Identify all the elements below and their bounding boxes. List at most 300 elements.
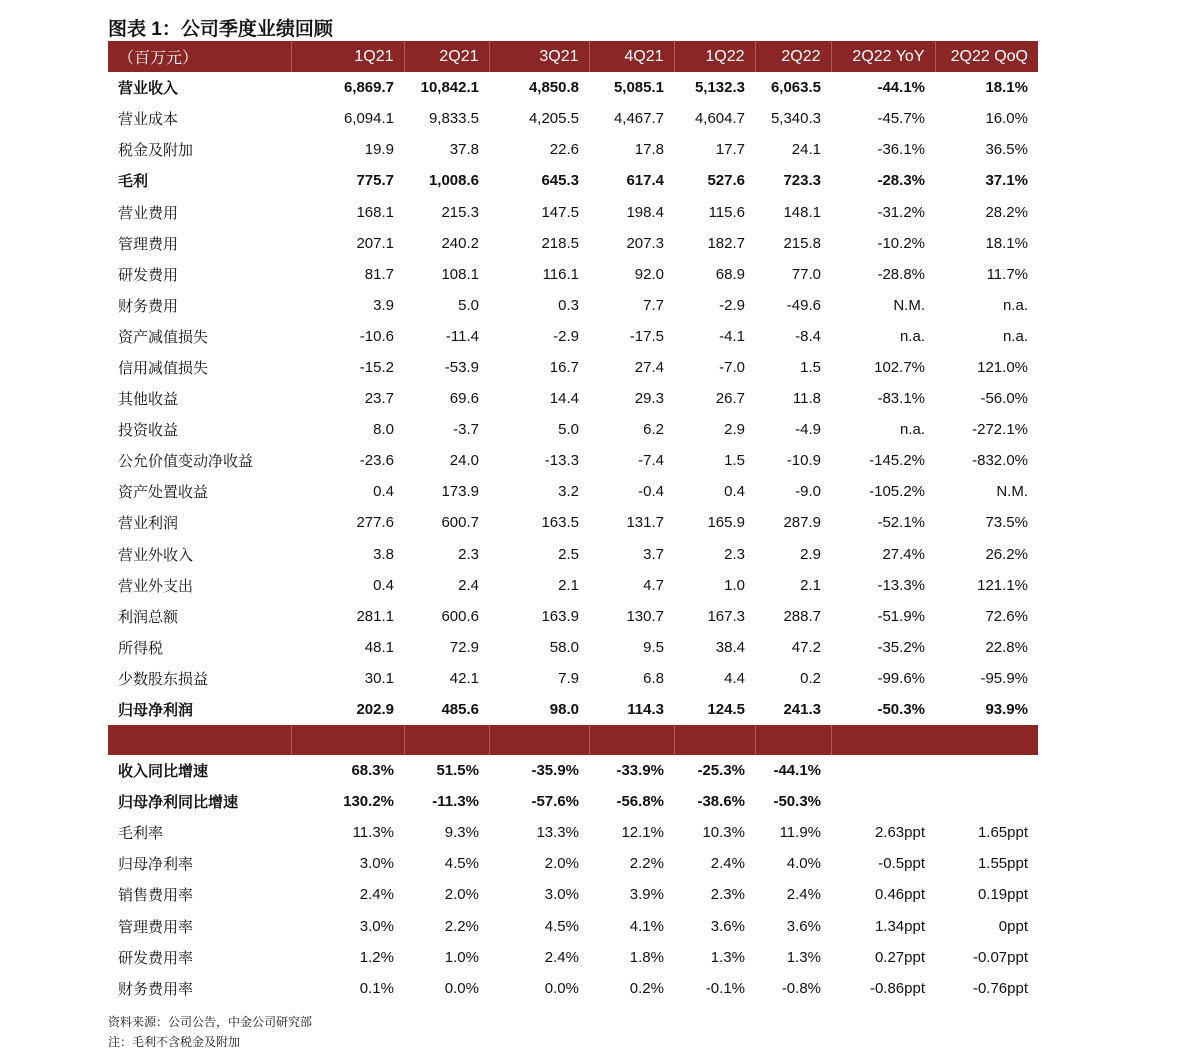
table-cell: 6,869.7 — [343, 79, 394, 97]
row-label: 公允价值变动净收益 — [118, 453, 254, 471]
table-cell: 167.3 — [707, 607, 745, 625]
table-cell: 24.0 — [449, 452, 479, 470]
table-cell: -56.0% — [980, 390, 1028, 408]
table-cell: 6.2 — [643, 421, 664, 439]
table-cell: 241.3 — [783, 701, 821, 719]
table-row — [108, 228, 1038, 259]
table-cell: 1.5 — [724, 452, 745, 470]
row-label: 毛利 — [118, 173, 149, 191]
table-cell: -0.07ppt — [972, 948, 1028, 966]
table-cell: 281.1 — [356, 607, 394, 625]
table-cell: 218.5 — [541, 234, 579, 252]
table-cell: 1.0% — [444, 948, 479, 966]
table-cell: -0.8% — [781, 979, 821, 997]
table-cell — [935, 786, 1038, 817]
table-cell: 1.3% — [710, 948, 745, 966]
table-cell: 11.9% — [779, 824, 821, 842]
table-row — [108, 196, 1038, 227]
row-label: 所得税 — [118, 639, 164, 657]
table-cell: -0.5ppt — [878, 855, 925, 873]
table-cell: -33.9% — [616, 762, 664, 780]
table-cell: 27.4 — [634, 358, 664, 376]
table-cell: 14.4 — [549, 390, 579, 408]
table-cell: -28.8% — [877, 265, 925, 283]
table-cell: n.a. — [1002, 327, 1028, 345]
table-row — [108, 570, 1038, 601]
table-cell: 775.7 — [356, 172, 394, 190]
table-cell: 2.5 — [558, 545, 579, 563]
table-cell: 2.1 — [800, 576, 821, 594]
table-cell: -53.9 — [444, 358, 479, 376]
table-row — [108, 755, 1038, 786]
table-cell: -52.1% — [877, 514, 925, 532]
table-cell: 6.8 — [643, 669, 664, 687]
table-cell: 4.7 — [643, 576, 664, 594]
table-cell: -51.9% — [877, 607, 925, 625]
table-cell: 2.4% — [786, 886, 821, 904]
table-cell: 0.4 — [373, 483, 394, 501]
table-cell: -0.1% — [705, 979, 745, 997]
table-cell — [831, 786, 935, 817]
table-row — [108, 352, 1038, 383]
table-cell: 18.1% — [985, 234, 1028, 252]
table-cell: 0.4 — [373, 576, 394, 594]
table-cell: n.a. — [1002, 296, 1028, 314]
table-cell: 115.6 — [708, 203, 745, 221]
table-cell: 7.9 — [558, 669, 579, 687]
row-label: 少数股东损益 — [118, 670, 209, 688]
table-cell: 1.55ppt — [977, 855, 1028, 873]
table-cell: -13.3 — [544, 452, 579, 470]
row-label: 营业收入 — [118, 80, 179, 98]
table-cell: 173.9 — [441, 483, 479, 501]
row-label: 营业费用 — [118, 204, 179, 222]
table-cell: 0.3 — [558, 296, 579, 314]
table-row — [108, 259, 1038, 290]
table-cell: 207.3 — [626, 234, 664, 252]
table-cell: 4.4 — [724, 669, 745, 687]
column-header: 3Q21 — [489, 41, 589, 72]
table-cell: 163.5 — [541, 514, 579, 532]
row-label: 销售费用率 — [118, 887, 194, 905]
table-cell: 11.3% — [352, 824, 394, 842]
table-cell: 2.4% — [710, 855, 745, 873]
table-cell: 10.3% — [702, 824, 745, 842]
table-cell: 5,132.3 — [694, 79, 745, 97]
row-label: 投资收益 — [118, 422, 179, 440]
table-cell: -4.1 — [719, 327, 745, 345]
table-cell: 4,850.8 — [528, 79, 579, 97]
table-cell: 2.4% — [544, 948, 579, 966]
table-cell: -44.1% — [773, 762, 821, 780]
table-cell: 198.4 — [626, 203, 664, 221]
table-cell — [831, 755, 935, 786]
row-label: 归母净利润 — [118, 702, 194, 720]
table-cell: n.a. — [899, 421, 925, 439]
table-cell: 51.5% — [436, 762, 479, 780]
row-label: 毛利率 — [118, 825, 164, 843]
table-cell: 37.8 — [449, 141, 479, 159]
table-cell: 2.2% — [629, 855, 664, 873]
table-cell: 182.7 — [707, 234, 745, 252]
table-cell: 18.1% — [985, 79, 1028, 97]
row-label: 管理费用 — [118, 235, 179, 253]
table-cell: 485.6 — [441, 701, 479, 719]
table-cell: -832.0% — [972, 452, 1028, 470]
table-cell: -56.8% — [616, 793, 664, 811]
table-cell: -35.9% — [531, 762, 579, 780]
table-cell: -3.7 — [453, 421, 479, 439]
table-cell: 121.1% — [977, 576, 1028, 594]
table-cell: 116.1 — [542, 265, 579, 283]
table-cell: N.M. — [996, 483, 1028, 501]
table-cell: 600.7 — [441, 514, 479, 532]
column-header: 1Q21 — [291, 41, 404, 72]
table-cell: 215.8 — [783, 234, 821, 252]
row-label: 营业成本 — [118, 111, 179, 129]
table-cell: -145.2% — [869, 452, 925, 470]
table-cell: -36.1% — [877, 141, 925, 159]
table-cell: -10.2% — [877, 234, 925, 252]
table-cell: 0.46ppt — [874, 886, 925, 904]
table-cell: 5,340.3 — [770, 110, 821, 128]
table-row — [108, 879, 1038, 910]
table-cell: 29.3 — [634, 390, 664, 408]
table-cell: 0.27ppt — [874, 948, 925, 966]
table-cell: 130.7 — [626, 607, 664, 625]
row-label: 财务费用 — [118, 297, 179, 315]
table-cell: -35.2% — [877, 638, 925, 656]
table-cell — [935, 755, 1038, 786]
table-cell: 58.0 — [549, 638, 579, 656]
table-cell: -11.3% — [432, 793, 479, 811]
table-cell: 0.0% — [444, 979, 479, 997]
table-cell: 47.2 — [791, 638, 821, 656]
table-row — [108, 476, 1038, 507]
column-header: 2Q22 QoQ — [935, 41, 1038, 72]
table-cell: 38.4 — [715, 638, 745, 656]
table-title: 图表 1：公司季度业绩回顾 — [108, 19, 333, 40]
table-cell: 93.9% — [985, 701, 1028, 719]
table-cell: 27.4% — [882, 545, 925, 563]
table-cell: -10.6 — [359, 327, 394, 345]
table-cell: 2.9 — [800, 545, 821, 563]
table-cell: 202.9 — [356, 701, 394, 719]
table-cell: -17.5 — [629, 327, 664, 345]
quarterly-results-table — [108, 41, 1038, 1004]
header-row — [108, 41, 1038, 72]
table-cell: 3.9% — [629, 886, 664, 904]
source-note: 资料来源：公司公告，中金公司研究部 — [108, 1015, 313, 1029]
table-cell: 1.34ppt — [874, 917, 925, 935]
table-cell: 1.0 — [724, 576, 745, 594]
table-cell: 37.1% — [985, 172, 1028, 190]
table-cell: 124.5 — [707, 701, 745, 719]
row-label: 资产处置收益 — [118, 484, 209, 502]
table-cell: -45.7% — [877, 110, 925, 128]
table-cell: 68.3% — [351, 762, 394, 780]
table-cell: 215.3 — [441, 203, 479, 221]
table-cell: 7.7 — [643, 296, 664, 314]
table-cell: 131.7 — [626, 514, 664, 532]
table-cell: N.M. — [893, 296, 925, 314]
table-cell: 3.2 — [558, 483, 579, 501]
table-cell: -4.9 — [795, 421, 821, 439]
row-label: 其他收益 — [118, 391, 179, 409]
table-cell: 287.9 — [783, 514, 821, 532]
table-cell: 108.1 — [441, 265, 479, 283]
table-row — [108, 72, 1038, 103]
table-cell: 0.19ppt — [977, 886, 1028, 904]
table-cell: 22.6 — [549, 141, 579, 159]
table-row — [108, 165, 1038, 196]
table-cell: 3.0% — [359, 855, 394, 873]
table-cell: 240.2 — [441, 234, 479, 252]
table-cell: 4.5% — [544, 917, 579, 935]
table-cell: 1.65ppt — [977, 824, 1028, 842]
table-cell: -23.6 — [359, 452, 394, 470]
table-row — [108, 321, 1038, 352]
table-cell: 2.9 — [724, 421, 745, 439]
table-row — [108, 632, 1038, 663]
table-cell: -95.9% — [980, 669, 1028, 687]
table-row — [108, 445, 1038, 476]
row-label: 归母净利率 — [118, 856, 194, 874]
table-cell: 17.7 — [715, 141, 745, 159]
row-label: 资产减值损失 — [118, 328, 209, 346]
table-cell: 9.3% — [444, 824, 479, 842]
table-cell: 2.4 — [458, 576, 479, 594]
table-cell: -31.2% — [877, 203, 925, 221]
table-cell: 165.9 — [707, 514, 745, 532]
table-cell: 163.9 — [541, 607, 579, 625]
table-cell: 26.7 — [715, 390, 745, 408]
table-cell: 11.8 — [792, 390, 821, 408]
table-cell: 36.5% — [985, 141, 1028, 159]
table-cell: -28.3% — [877, 172, 925, 190]
table-cell: 723.3 — [783, 172, 821, 190]
table-cell: -99.6% — [877, 669, 925, 687]
row-label: 财务费用率 — [118, 980, 194, 998]
table-row — [108, 942, 1038, 973]
table-cell: 2.4% — [359, 886, 394, 904]
table-cell: 2.3 — [724, 545, 745, 563]
table-cell: -105.2% — [869, 483, 925, 501]
table-cell: 2.63ppt — [874, 824, 925, 842]
table-cell: -7.4 — [638, 452, 664, 470]
table-cell: -0.76ppt — [972, 979, 1028, 997]
table-cell: 9,833.5 — [428, 110, 479, 128]
row-label: 利润总额 — [118, 608, 179, 626]
row-label: 营业利润 — [118, 515, 179, 533]
column-header: 2Q22 YoY — [831, 41, 935, 72]
table-cell: 2.0% — [444, 886, 479, 904]
table-cell: 1.2% — [359, 948, 394, 966]
table-cell: -272.1% — [972, 421, 1028, 439]
table-cell: -50.3% — [877, 701, 925, 719]
table-cell: -50.3% — [773, 793, 821, 811]
table-cell: 4.5% — [444, 855, 479, 873]
table-cell: 645.3 — [541, 172, 579, 190]
table-row — [108, 601, 1038, 632]
table-row — [108, 786, 1038, 817]
table-cell: 8.0 — [373, 421, 394, 439]
row-label: 研发费用 — [118, 266, 179, 284]
table-row — [108, 973, 1038, 1004]
table-cell: 5.0 — [458, 296, 479, 314]
row-label: 归母净利同比增速 — [118, 794, 239, 812]
table-cell: 0.1% — [359, 979, 394, 997]
row-label: 信用减值损失 — [118, 359, 209, 377]
table-cell: 72.9 — [449, 638, 479, 656]
table-cell: 12.1% — [621, 824, 664, 842]
table-row — [108, 414, 1038, 445]
table-cell: 3.0% — [359, 917, 394, 935]
table-cell: -44.1% — [877, 79, 925, 97]
table-row — [108, 694, 1038, 725]
table-cell: 0.0% — [544, 979, 579, 997]
row-label: 营业外支出 — [118, 577, 194, 595]
table-cell: 2.1 — [558, 576, 579, 594]
table-cell: 277.6 — [356, 514, 394, 532]
table-cell: 207.1 — [356, 234, 394, 252]
table-row — [108, 290, 1038, 321]
row-label: 税金及附加 — [118, 142, 194, 160]
table-cell: 3.8 — [373, 545, 394, 563]
table-cell: 3.9 — [373, 296, 394, 314]
table-cell: -0.86ppt — [869, 979, 925, 997]
table-cell: 13.3% — [536, 824, 579, 842]
table-cell: -10.9 — [786, 452, 821, 470]
table-cell: 0ppt — [998, 917, 1028, 935]
table-cell: 22.8% — [985, 638, 1028, 656]
table-cell: 3.7 — [643, 545, 664, 563]
table-cell: 24.1 — [791, 141, 821, 159]
column-header: （百万元） — [108, 41, 291, 72]
table-cell: -7.0 — [719, 358, 745, 376]
table-cell: 30.1 — [364, 669, 394, 687]
table-cell: n.a. — [899, 327, 925, 345]
column-header: 1Q22 — [674, 41, 755, 72]
table-cell: 16.7 — [549, 358, 579, 376]
row-label: 管理费用率 — [118, 918, 194, 936]
table-cell: -2.9 — [553, 327, 579, 345]
table-cell: -25.3% — [697, 762, 745, 780]
row-label: 营业外收入 — [118, 546, 194, 564]
table-row — [108, 817, 1038, 848]
footnote: 注：毛利不含税金及附加 — [108, 1035, 241, 1049]
table-cell: -13.3% — [877, 576, 925, 594]
row-label: 研发费用率 — [118, 949, 194, 967]
table-cell: 2.3% — [710, 886, 745, 904]
table-cell: 10,842.1 — [420, 79, 479, 97]
table-row — [108, 383, 1038, 414]
table-row — [108, 134, 1038, 165]
column-header: 2Q22 — [755, 41, 831, 72]
table-cell: 23.7 — [364, 390, 394, 408]
table-cell: 2.0% — [544, 855, 579, 873]
table-row — [108, 848, 1038, 879]
table-cell: 28.2% — [985, 203, 1028, 221]
table-cell: 3.6% — [710, 917, 745, 935]
table-cell: 527.6 — [707, 172, 745, 190]
table-cell: 6,063.5 — [770, 79, 821, 97]
table-cell: 42.1 — [449, 669, 479, 687]
table-cell: -38.6% — [697, 793, 745, 811]
table-row — [108, 103, 1038, 134]
table-cell: 77.0 — [791, 265, 821, 283]
table-cell: 98.0 — [549, 701, 579, 719]
table-cell: -8.4 — [795, 327, 821, 345]
table-cell: -0.4 — [638, 483, 664, 501]
table-cell: 1.5 — [800, 358, 821, 376]
table-cell: 92.0 — [634, 265, 664, 283]
table-cell: 1.3% — [786, 948, 821, 966]
table-cell: 17.8 — [634, 141, 664, 159]
table-cell: 5.0 — [558, 421, 579, 439]
table-cell: 81.7 — [364, 265, 394, 283]
table-cell: 0.4 — [724, 483, 745, 501]
table-cell: 68.9 — [715, 265, 745, 283]
table-cell: 2.3 — [458, 545, 479, 563]
table-cell: 69.6 — [449, 390, 479, 408]
table-cell: 2.2% — [444, 917, 479, 935]
row-label: 收入同比增速 — [118, 763, 209, 781]
table-cell: 4,467.7 — [613, 110, 664, 128]
table-cell: 0.2 — [800, 669, 821, 687]
table-cell: 73.5% — [985, 514, 1028, 532]
table-cell: 16.0% — [985, 110, 1028, 128]
table-cell: 168.1 — [356, 203, 394, 221]
table-cell: -49.6 — [786, 296, 821, 314]
table-row — [108, 539, 1038, 570]
table-cell: 600.6 — [441, 607, 479, 625]
table-cell: 3.6% — [786, 917, 821, 935]
section-divider — [108, 725, 1038, 755]
table-cell: 19.9 — [364, 141, 394, 159]
column-header: 4Q21 — [589, 41, 674, 72]
table-cell: 147.5 — [541, 203, 579, 221]
table-cell: 4,205.5 — [528, 110, 579, 128]
table-row — [108, 663, 1038, 694]
table-cell: 5,085.1 — [613, 79, 664, 97]
table-cell: -9.0 — [795, 483, 821, 501]
table-cell: -57.6% — [531, 793, 579, 811]
table-cell: 288.7 — [783, 607, 821, 625]
table-cell: 26.2% — [985, 545, 1028, 563]
table-cell: 4,604.7 — [694, 110, 745, 128]
table-cell: 617.4 — [626, 172, 664, 190]
table-cell: 121.0% — [977, 358, 1028, 376]
table-cell: -2.9 — [719, 296, 745, 314]
table-cell: 6,094.1 — [343, 110, 394, 128]
table-cell: -11.4 — [445, 327, 479, 345]
table-cell: 102.7% — [874, 358, 925, 376]
table-cell: -83.1% — [877, 390, 925, 408]
table-cell: 48.1 — [364, 638, 394, 656]
table-cell: 11.7% — [986, 265, 1028, 283]
table-cell: -15.2 — [359, 358, 394, 376]
table-cell: 130.2% — [343, 793, 394, 811]
column-header: 2Q21 — [404, 41, 489, 72]
table-cell: 3.0% — [544, 886, 579, 904]
table-cell: 72.6% — [985, 607, 1028, 625]
table-cell: 1.8% — [629, 948, 664, 966]
table-row — [108, 507, 1038, 538]
table-row — [108, 911, 1038, 942]
table-cell: 4.0% — [786, 855, 821, 873]
table-cell: 1,008.6 — [428, 172, 479, 190]
